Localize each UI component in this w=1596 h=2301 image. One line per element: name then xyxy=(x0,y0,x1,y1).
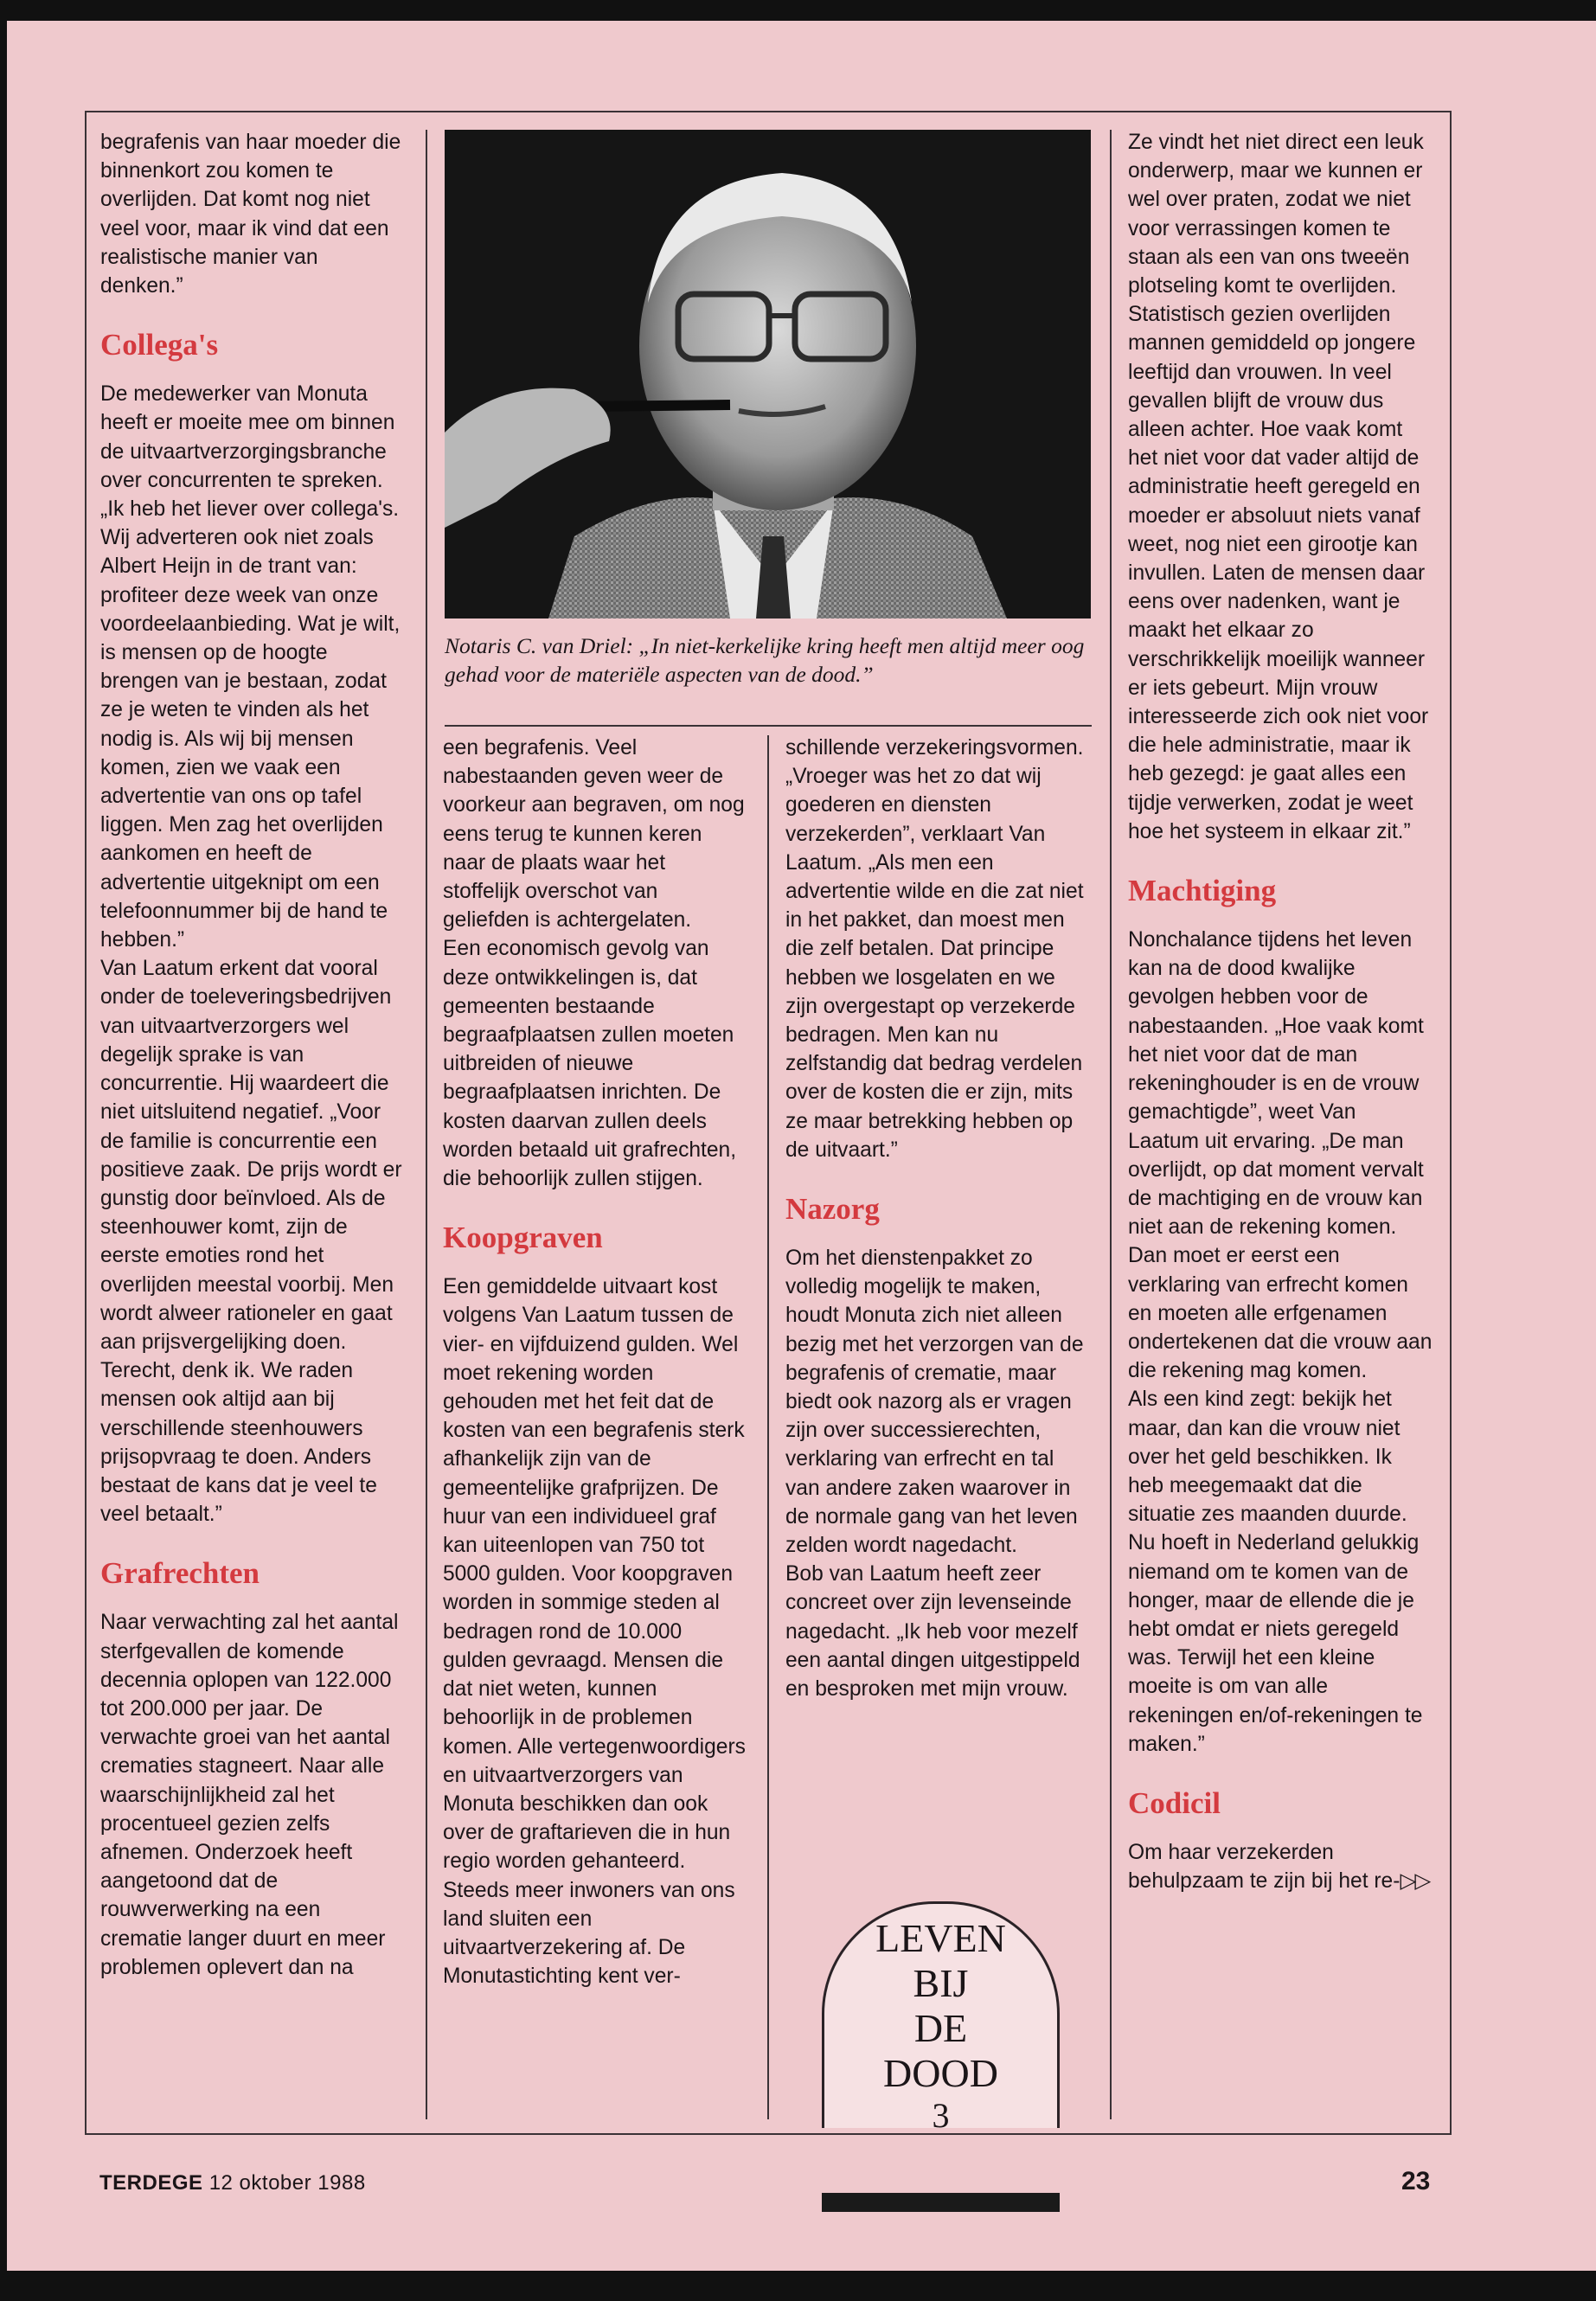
column-rule xyxy=(426,130,427,2119)
section-heading-machtiging: Machtiging xyxy=(1128,874,1277,908)
col2-paragraph: een begrafenis. Veel nabestaanden geven weer de voorkeur aan begraven, om nog eens terug te kunnen keren naar de plaats waar het stoffelijk overschot van geliefden is achtergelaten. xyxy=(443,736,745,933)
column-rule xyxy=(1110,130,1112,2119)
col2-paragraph: Steeds meer inwoners van ons land sluiten een uitvaartverzekering af. De Monutastichting kent ver- xyxy=(443,1878,735,1989)
col4-paragraph: Ze vindt het niet direct een leuk onderwerp, maar we kunnen er wel over praten, zodat we niet voor verrassingen komen te staan als een van ons tweeën plotseling komt te overlijden. xyxy=(1128,131,1424,298)
photo-caption: Notaris C. van Driel: „In niet-kerkelijke kring heeft men altijd meer oog gehad voor de materiële aspecten van de dood.” xyxy=(445,633,1085,687)
page-edge xyxy=(0,0,7,2301)
column-rule xyxy=(767,735,769,2119)
section-heading-nazorg: Nazorg xyxy=(785,1192,880,1227)
tomb-line-4: DOOD xyxy=(883,2051,998,2095)
column-3 xyxy=(785,734,1090,1703)
col1-paragraph: Van Laatum erkent dat vooral onder de toeleveringsbedrijven van uitvaartverzorgers wel degelijk sprake is van concurrentie. Hij waardeert die niet uitsluitend negatief. „Voor de familie is concurrentie een positieve zaak. De prijs wordt er gunstig door beïnvloed. Als de steenhouwer komt, zijn de eerste emoties rond het overlijden meestal voorbij. Men wordt alweer rationeler en gaat aan prijsvergelijking doen. Terecht, denk ik. We raden mensen ook altijd aan bij verschillende steenhouwers prijsopvraag te doen. Anders bestaat de kans dat je veel te veel betaalt.” xyxy=(100,957,402,1527)
section-heading-codicil: Codicil xyxy=(1128,1785,1221,1820)
tomb-number: 3 xyxy=(932,2096,950,2135)
col1-paragraph: begrafenis van haar moeder die binnenkort zou komen te overlijden. Dat komt nog niet veel voor, maar ik vind dat een realistische manier van denken.” xyxy=(100,131,401,298)
col2-paragraph: Een economisch gevolg van deze ontwikkelingen is, dat gemeenten bestaande begraafplaatsen zullen moeten uitbreiden of nieuwe begraafplaatsen inrichten. De kosten daarvan zullen deels worden betaald uit grafrechten, die behoorlijk zullen stijgen. xyxy=(443,937,737,1191)
col4-paragraph: Nonchalance tijdens het leven kan na de dood kwalijke gevolgen hebben voor de nabestaanden. „Hoe vaak komt het niet voor dat de man rekeninghouder is en de vrouw gemachtigde”, weet Van Laatum uit ervaring. „De man overlijdt, op dat moment vervalt de machtiging en de vrouw kan niet aan de rekening komen. Dan moet er eerst een verklaring van erfrecht komen en moeten alle erfgenamen ondertekenen dat die vrouw aan die rekening mag komen. xyxy=(1128,928,1433,1383)
column-4 xyxy=(1128,128,1433,1895)
col1-paragraph: De medewerker van Monuta heeft er moeite mee om binnen de uitvaartverzorgingsbranche over concurrenten te spreken. „Ik heb het liever over collega's. Wij adverteren ook niet zoals Albert Heijn in de trant van: profiteer deze week van onze voordeelaanbieding. Wat je wilt, is mensen op de hoogte brengen van je bestaan, zodat ze je weten te vinden als het nodig is. Als wij bij mensen komen, zien we vaak een advertentie van ons op tafel liggen. Men zag het overlijden aankomen en heeft de advertentie uitgeknipt om een telefoonnummer bij de hand te hebben.” xyxy=(100,382,401,952)
col4-paragraph: Als een kind zegt: bekijk het maar, dan kan die vrouw niet over het geld beschikken. Ik heb meegemaakt dat die situatie zes maanden duurde. Nu hoeft in Nederland gelukkig niemand om te komen van de honger, maar de ellende die je hebt omdat er niets geregeld was. Terwijl het een kleine moeite is om van alle rekeningen en/of-rekeningen te maken.” xyxy=(1128,1388,1423,1756)
tomb-line-1: LEVEN xyxy=(875,1916,1006,1960)
section-heading-grafrechten: Grafrechten xyxy=(100,1556,260,1591)
page-number: 23 xyxy=(1401,2167,1431,2195)
series-tombstone-logo xyxy=(822,1901,1060,2135)
column-2 xyxy=(443,734,747,1990)
tomb-line-2: BIJ xyxy=(913,1961,969,2005)
issue-date: 12 oktober 1988 xyxy=(208,2171,366,2195)
magazine-name: TERDEGE xyxy=(99,2171,203,2195)
scan-border-bottom xyxy=(0,2271,1596,2301)
section-heading-koopgraven: Koopgraven xyxy=(443,1221,603,1255)
col4-paragraph xyxy=(1128,1838,1433,1895)
tomb-line-3: DE xyxy=(913,2006,968,2050)
continue-arrow-icon: ▷▷ xyxy=(1400,1869,1430,1894)
column-1 xyxy=(100,128,405,1982)
scan-border-top xyxy=(0,0,1596,21)
col1-paragraph: Naar verwachting zal het aantal sterfgevallen de komende decennia oplopen van 122.000 tot 200.000 per jaar. De verwachte groei van het aantal crematies stagneert. Naar alle waarschijnlijkheid zal het procentueel gezien zelfs afnemen. Onderzoek heeft aangetoond dat de rouwverwerking na een crematie langer duurt en meer problemen oplevert dan na xyxy=(100,1611,399,1979)
col2-paragraph: Een gemiddelde uitvaart kost volgens Van Laatum tussen de vier- en vijfduizend gulden. Wel moet rekening worden gehouden met het feit dat de kosten van een begrafenis sterk afhankelijk zijn van de gemeentelijke grafprijzen. De huur van een individueel graf kan uiteenlopen van 750 tot 5000 gulden. Voor koopgraven worden in sommige steden al bedragen rond de 10.000 gulden gevraagd. Mensen die dat niet weten, kunnen behoorlijk in de problemen komen. Alle vertegenwoordigers en uitvaartverzorgers van Monuta beschikken dan ook over de graftarieven die in hun regio worden gehanteerd. xyxy=(443,1275,746,1874)
col3-paragraph: Bob van Laatum heeft zeer concreet over zijn levenseinde nagedacht. „Ik heb voor mezelf een aantal dingen uitgestippeld en besproken met mijn vrouw. xyxy=(785,1562,1080,1702)
footer-folio xyxy=(99,2171,366,2195)
tombstone-base xyxy=(822,2193,1060,2212)
portrait-photo xyxy=(445,130,1091,619)
col4-last-line: Om haar verzekerden behulpzaam te zijn bij het re- xyxy=(1128,1840,1401,1894)
section-heading-collegas: Collega's xyxy=(100,328,219,362)
col3-paragraph: Om het dienstenpakket zo volledig mogelijk te maken, houdt Monuta zich niet alleen bezig met het verzorgen van de begrafenis of crematie, maar biedt ook nazorg als er vragen zijn over successierechten, verklaring van erfrecht en tal van andere zaken waarover in de normale gang van het leven zelden wordt nagedacht. xyxy=(785,1247,1084,1558)
col3-paragraph: schillende verzekeringsvormen. „Vroeger was het zo dat wij goederen en diensten verzekerden”, verklaart Van Laatum. „Als men een advertentie wilde en die zat niet in het pakket, dan moest men die zelf betalen. Dat principe hebben we losgelaten en we zijn overgestapt op verzekerde bedragen. Men kan nu zelfstandig dat bedrag verdelen over de kosten die er zijn, mits ze maar betrekking hebben op de uitvaart.” xyxy=(785,736,1084,1162)
portrait-image xyxy=(445,130,1091,619)
caption-rule xyxy=(445,725,1092,727)
col4-paragraph: Statistisch gezien overlijden mannen gemiddeld op jongere leeftijd dan vrouwen. In veel gevallen blijft de vrouw dus alleen achter. Hoe vaak komt het niet voor dat vader altijd de administratie heeft geregeld en moeder er absoluut niets vanaf weet, nog niet een girootje kan invullen. Laten de mensen daar eens over nadenken, want je maakt het elkaar zo verschrikkelijk moeilijk wanneer er iets gebeurt. Mijn vrouw interesseerde zich ook niet voor die hele administratie, maar ik heb gezegd: je gaat alles een tijdje verwerken, zodat je weet hoe het systeem in elkaar zit.” xyxy=(1128,303,1429,843)
